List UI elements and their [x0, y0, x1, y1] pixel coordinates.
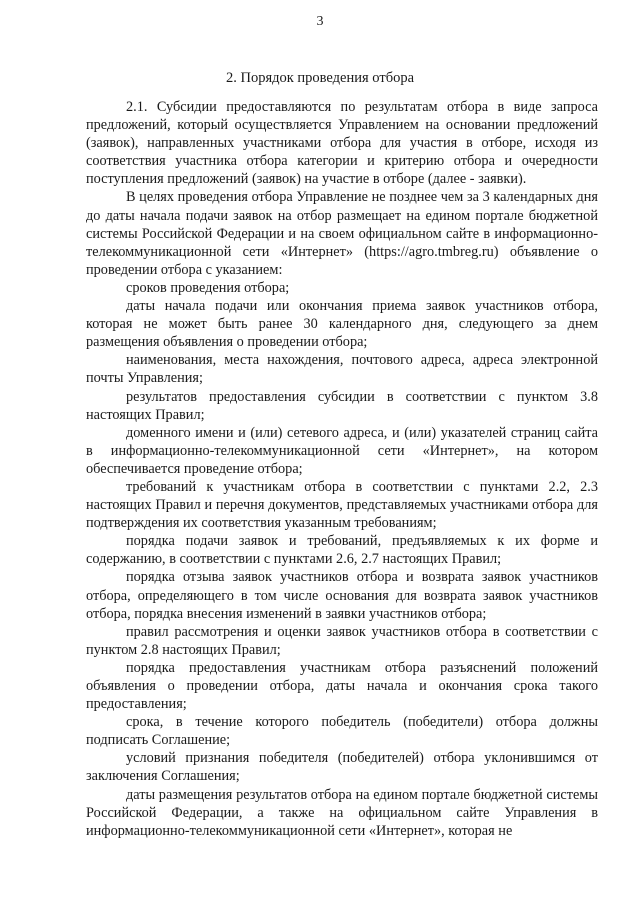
list-item: условий признания победителя (победителей) отбора уклонившимся от заключения Соглашения;	[86, 750, 598, 785]
list-item: наименования, места нахождения, почтового адреса, адреса электронной почты Управления;	[86, 352, 598, 387]
list-item: даты начала подачи или окончания приема заявок участников отбора, которая не может быть ранее 30 календарного дня, следующего за днем размещения объявления о проведении отбора;	[86, 298, 598, 351]
list-item: требований к участникам отбора в соответствии с пунктами 2.2, 2.3 настоящих Правил и перечня документов, представляемых участниками отбора для подтверждения их соответствия указанным требованиям;	[86, 478, 598, 532]
page-number: 3	[316, 14, 324, 29]
list-item: порядка подачи заявок и требований, предъявляемых к их форме и содержанию, в соответствии с пунктами 2.6, 2.7 настоящих Правил;	[86, 533, 598, 568]
list-item: результатов предоставления субсидии в соответствии с пунктом 3.8 настоящих Правил;	[86, 388, 598, 423]
list-item: порядка отзыва заявок участников отбора и возврата заявок участников отбора, определяющего в том числе основания для возврата заявок участников отбора, порядка внесения изменений в заявки участников отбора;	[86, 569, 598, 622]
paragraph-announcement: В целях проведения отбора Управление не позднее чем за 3 календарных дня до даты начала подачи заявок на отбор размещает на едином портале бюджетной системы Российской Федерации и на своем официальном сайте в информационно-телекоммуникационной сети «Интернет» (https://agro.tmbreg.ru) объявление о проведении отбора с указанием:	[86, 189, 598, 278]
document-body	[86, 98, 598, 840]
list-item: доменного имени и (или) сетевого адреса, и (или) указателей страниц сайта в информационно-телекоммуникационной сети «Интернет», на котором обеспечивается проведение отбора;	[86, 424, 598, 477]
list-item: срока, в течение которого победитель (победители) отбора должны подписать Соглашение;	[86, 714, 598, 749]
paragraph-2-1: 2.1. Субсидии предоставляются по результатам отбора в виде запроса предложений, который осуществляется Управлением на основании предложений (заявок), направленных участниками отбора для участия в отборе, исходя из соответствия участника отбора категории и критерию отбора и очередности поступления предложений (заявок) на участие в отборе (далее - заявки).	[86, 99, 598, 188]
list-item: даты размещения результатов отбора на едином портале бюджетной системы Российской Федерации, а также на официальном сайте Управления в информационно-телекоммуникационной сети «Интернет», которая не	[86, 786, 598, 839]
list-item: сроков проведения отбора;	[126, 279, 290, 296]
list-item: правил рассмотрения и оценки заявок участников отбора в соответствии с пунктом 2.8 настоящих Правил;	[86, 623, 598, 658]
section-title: 2. Порядок проведения отбора	[225, 70, 415, 86]
list-item: порядка предоставления участникам отбора разъяснений положений объявления о проведении отбора, даты начала и окончания срока такого предоставления;	[86, 659, 598, 713]
